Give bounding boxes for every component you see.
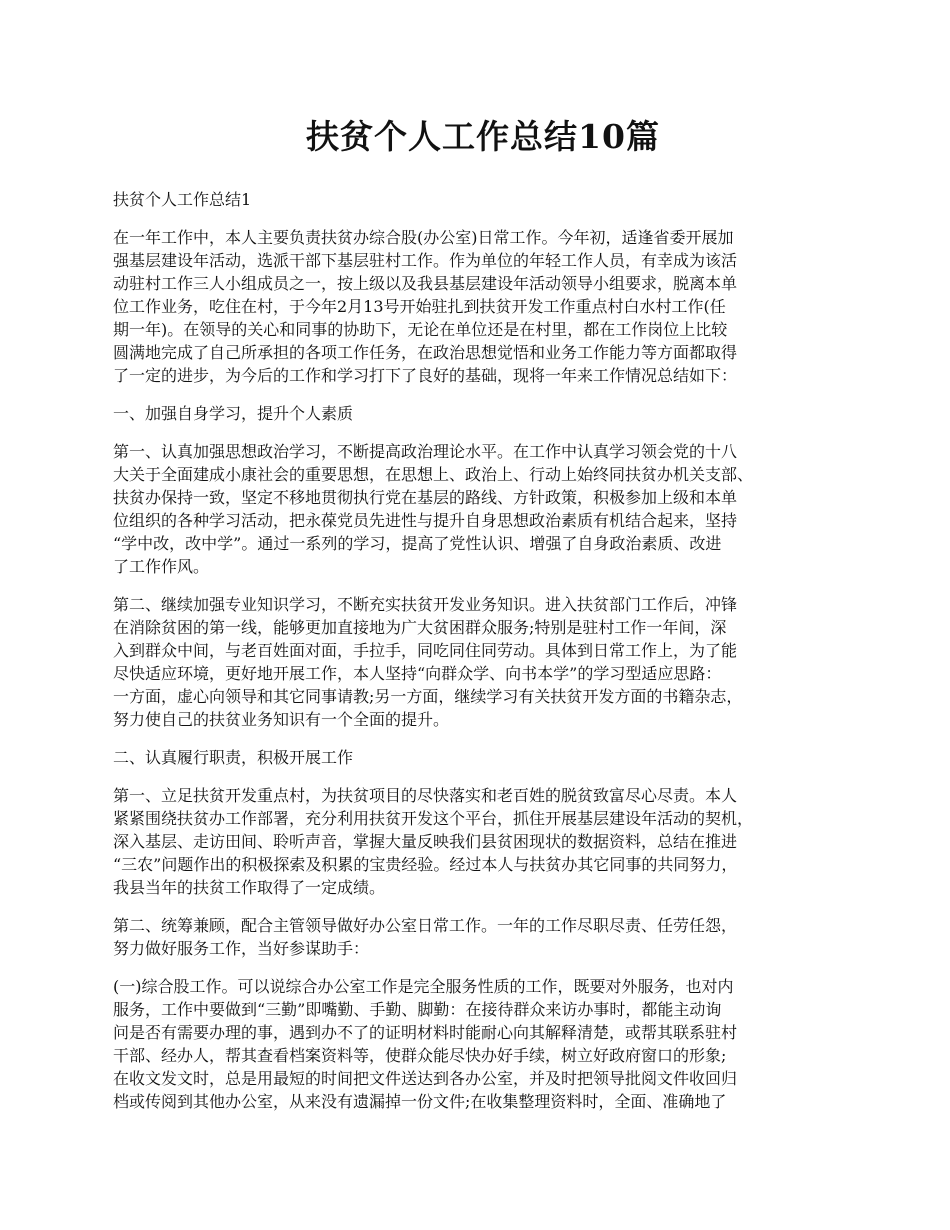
paragraph: 第二、继续加强专业知识学习，不断充实扶贫开发业务知识。进入扶贫部门工作后，冲锋 在消除贫困的第一线，能够更加直接地为广大贫困群众服务;特别是驻村工作一年间，深 入到群众中间，与老百姓面对面，手拉手，同吃同住同劳动。具体到日常工作上，为了能 尽快适应环境，更好地开展工作，本人坚持“向群众学、向书本学”的学习型适应思路： 一方面，虚心向领导和其它同事请教;另一方面，继续学习有关扶贫开发方面的书籍杂志， 努力使自己的扶贫业务知识有一个全面的提升。 bbox=[113, 595, 743, 729]
paragraph: 第二、统筹兼顾，配合主管领导做好办公室日常工作。一年的工作尽职尽责、任劳任怨， 努力做好服务工作，当好参谋助手： bbox=[113, 916, 738, 958]
paragraph: 第一、认真加强思想政治学习，不断提高政治理论水平。在工作中认真学习领会党的十八 大关于全面建成小康社会的重要思想，在思想上、政治上、行动上始终同扶贫办机关支部、 扶贫办保持一致，坚定不移地贯彻执行党在基层的路线、方针政策，积极参加上级和本单 位组织的各种学习活动，把永葆党员先进性与提升自身思想政治素质有机结合起来，坚持 “学中改，改中学”。通过一系列的学习，提高了党性认识、增强了自身政治素质、改进 了工作作风。 bbox=[113, 442, 754, 576]
paragraph: (一)综合股工作。可以说综合办公室工作是完全服务性质的工作，既要对外服务，也对内 服务，工作中要做到“三勤”即嘴勤、手勤、脚勤：在接待群众来访办事时，都能主动询 问是否有需要办理的事，遇到办不了的证明材料时能耐心向其解释清楚，或帮其联系驻村 干部、经办人，帮其查看档案资料等，使群众能尽快办好手续，树立好政府窗口的形象; 在收文发文时，总是用最短的时间把文件送达到各办公室，并及时把领导批阅文件收回归 档或传阅到其他办公室，从来没有遗漏掉一份文件;在收集整理资料时，全面、准确地了 bbox=[113, 977, 738, 1111]
paragraph: 第一、立足扶贫开发重点村，为扶贫项目的尽快落实和老百姓的脱贫致富尽心尽责。本人 紧紧围绕扶贫办工作部署，充分利用扶贫开发这个平台，抓住开展基层建设年活动的契机， 深入基层、走访田间、聆听声音，掌握大量反映我们县贫困现状的数据资料，总结在推进 “三农”问题作出的积极探索及积累的宝贵经验。经过本人与扶贫办其它同事的共同努力， 我县当年的扶贫工作取得了一定成绩。 bbox=[113, 786, 754, 897]
document-title: 扶贫个人工作总结10篇 bbox=[306, 117, 660, 156]
section-heading: 扶贫个人工作总结1 bbox=[113, 190, 252, 209]
section-heading: 一、加强自身学习，提升个人素质 bbox=[113, 404, 354, 423]
document-page bbox=[113, 0, 853, 1128]
section-heading: 二、认真履行职责，积极开展工作 bbox=[113, 748, 354, 767]
paragraph: 在一年工作中，本人主要负责扶贫办综合股(办公室)日常工作。今年初，适逢省委开展加 强基层建设年活动，选派干部下基层驻村工作。作为单位的年轻工作人员，有幸成为该活 动驻村工作三人小组成员之一，按上级以及我县基层建设年活动领导小组要求，脱离本单 位工作业务，吃住在村，于今年2月13号开始驻扎到扶贫开发工作重点村白水村工作(任 期一年)。在领导的关心和同事的协助下，无论在单位还是在村里，都在工作岗位上比较 圆满地完成了自己所承担的各项工作任务，在政治思想觉悟和业务工作能力等方面都取得 了一定的进步，为今后的工作和学习打下了良好的基础，现将一年来工作情况总结如下： bbox=[113, 228, 738, 385]
document-body bbox=[113, 188, 853, 1113]
